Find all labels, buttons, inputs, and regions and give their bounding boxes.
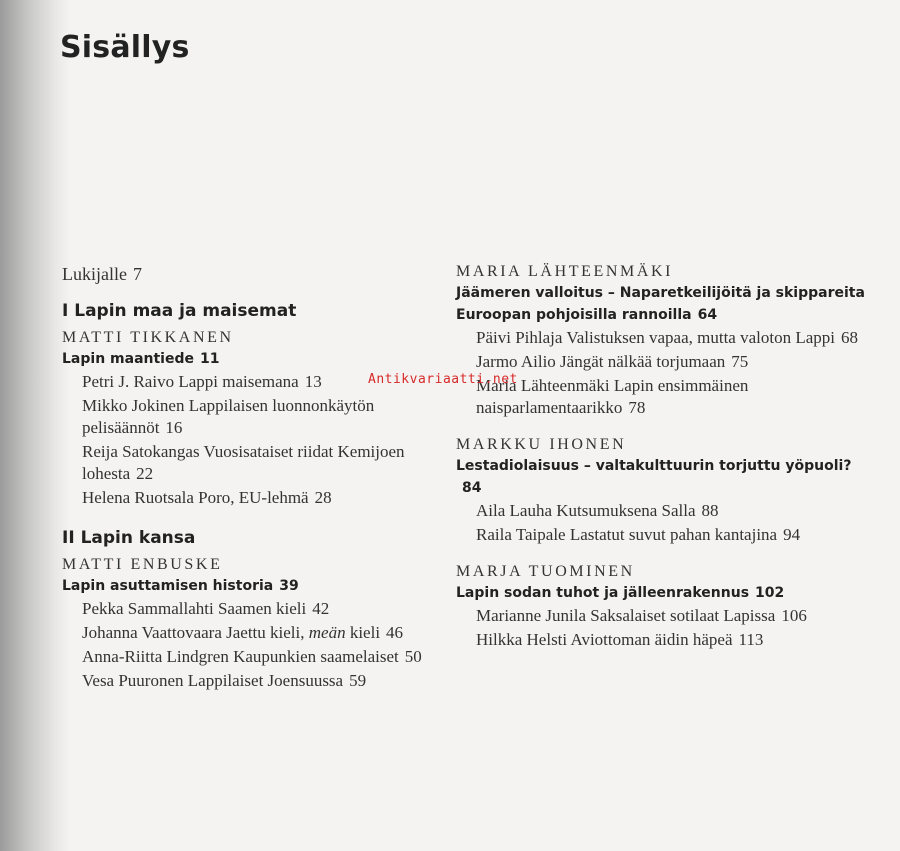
entry-text: Hilkka Helsti Aviottoman äidin häpeä <box>476 630 733 649</box>
toc-entry-sub[interactable] <box>456 351 876 373</box>
entry-text: Pekka Sammallahti Saamen kieli <box>82 599 307 618</box>
intro-page: 7 <box>132 264 142 284</box>
article-title: Lapin sodan tuhot ja jälleenrakennus <box>456 585 750 601</box>
entry-page: 113 <box>738 630 764 649</box>
toc-entry-sub[interactable] <box>62 646 442 668</box>
section-author: MATTI ENBUSKE <box>62 556 223 573</box>
entry-text: Raila Taipale Lastatut suvut pahan kantajina <box>476 525 778 544</box>
intro-label: Lukijalle <box>62 264 127 284</box>
page-title: Sisällys <box>60 30 190 65</box>
toc-entry-sub[interactable] <box>62 622 442 644</box>
toc-section <box>62 555 442 692</box>
entry-page: 50 <box>404 647 422 666</box>
entry-text: Anna-Riitta Lindgren Kaupunkien saamelaiset <box>82 647 399 666</box>
entry-page: 16 <box>165 418 183 437</box>
toc-entry-sub[interactable] <box>62 441 442 485</box>
toc-entry-article[interactable] <box>62 575 442 597</box>
entry-page: 68 <box>840 328 858 347</box>
entry-text: Reija Satokangas Vuosisataiset riidat Kemijoen lohesta <box>82 442 405 483</box>
article-title: Lapin maantiede <box>62 351 194 367</box>
part-heading-2[interactable]: II Lapin kansa <box>62 528 196 548</box>
entry-page: 13 <box>304 372 322 391</box>
entry-text-b: kieli <box>345 623 381 642</box>
section-author: MATTI TIKKANEN <box>62 329 234 346</box>
toc-entry-article[interactable] <box>456 582 876 604</box>
entry-text: Vesa Puuronen Lappilaiset Joensuussa <box>82 671 344 690</box>
entry-page: 46 <box>386 623 404 642</box>
toc-section <box>456 435 876 546</box>
section-author: MARIA LÄHTEENMÄKI <box>456 263 674 280</box>
entry-text-em: meän <box>308 623 346 642</box>
article-page: 102 <box>755 585 785 601</box>
binding-shadow <box>0 0 70 851</box>
entry-page: 59 <box>349 671 367 690</box>
section-author: MARKKU IHONEN <box>456 436 627 453</box>
entry-page: 42 <box>312 599 330 618</box>
entry-page: 22 <box>136 464 154 483</box>
watermark-text: Antikvariaatti.net <box>368 372 518 387</box>
toc-left-column <box>62 262 442 708</box>
article-page: 39 <box>279 578 299 594</box>
toc-section <box>456 262 876 419</box>
toc-entry-sub[interactable] <box>62 487 442 509</box>
toc-right-column <box>456 262 876 667</box>
article-page: 64 <box>697 307 718 323</box>
entry-page: 88 <box>701 501 719 520</box>
toc-entry-sub[interactable] <box>456 500 876 522</box>
entry-page: 94 <box>783 525 801 544</box>
article-title: Lestadiolaisuus – valtakulttuurin torjuttu yöpuoli? <box>456 458 852 474</box>
entry-text: Jarmo Ailio Jängät nälkää torjumaan <box>476 352 726 371</box>
entry-page: 28 <box>314 488 332 507</box>
entry-text: Maria Lähteenmäki Lapin ensimmäinen naisparlamentaarikko <box>476 376 749 417</box>
toc-entry-article[interactable] <box>456 455 876 499</box>
article-title: Jäämeren valloitus – Naparetkeilijöitä ja skippareita Euroopan pohjoisilla rannoilla <box>456 285 865 323</box>
entry-text: Helena Ruotsala Poro, EU-lehmä <box>82 488 309 507</box>
toc-entry-sub[interactable] <box>456 327 876 349</box>
toc-entry-sub[interactable] <box>62 598 442 620</box>
entry-text: Aila Lauha Kutsumuksena Salla <box>476 501 696 520</box>
article-title: Lapin asuttamisen historia <box>62 578 274 594</box>
toc-entry-intro[interactable] <box>62 262 442 286</box>
entry-text: Marianne Junila Saksalaiset sotilaat Lapissa <box>476 606 776 625</box>
entry-text: Mikko Jokinen Lappilaisen luonnonkäytön pelisäännöt <box>82 396 375 437</box>
toc-section <box>456 562 876 651</box>
toc-entry-article[interactable] <box>62 348 442 370</box>
entry-page: 75 <box>731 352 749 371</box>
toc-entry-sub[interactable] <box>456 524 876 546</box>
section-author: MARJA TUOMINEN <box>456 563 635 580</box>
toc-entry-sub[interactable] <box>456 375 876 419</box>
article-page: 84 <box>462 480 482 496</box>
toc-section <box>62 328 442 509</box>
entry-text: Petri J. Raivo Lappi maisemana <box>82 372 299 391</box>
entry-page: 78 <box>628 398 646 417</box>
entry-text-a: Johanna Vaattovaara Jaettu kieli, <box>82 623 309 642</box>
part-heading-1[interactable]: I Lapin maa ja maisemat <box>62 301 297 321</box>
entry-page: 106 <box>781 606 807 625</box>
toc-entry-sub[interactable] <box>62 395 442 439</box>
article-page: 11 <box>199 351 220 367</box>
toc-entry-sub[interactable] <box>456 629 876 651</box>
entry-text: Päivi Pihlaja Valistuksen vapaa, mutta valoton Lappi <box>476 328 835 347</box>
toc-entry-article[interactable] <box>456 282 876 326</box>
toc-entry-sub[interactable] <box>62 670 442 692</box>
toc-entry-sub[interactable] <box>456 605 876 627</box>
